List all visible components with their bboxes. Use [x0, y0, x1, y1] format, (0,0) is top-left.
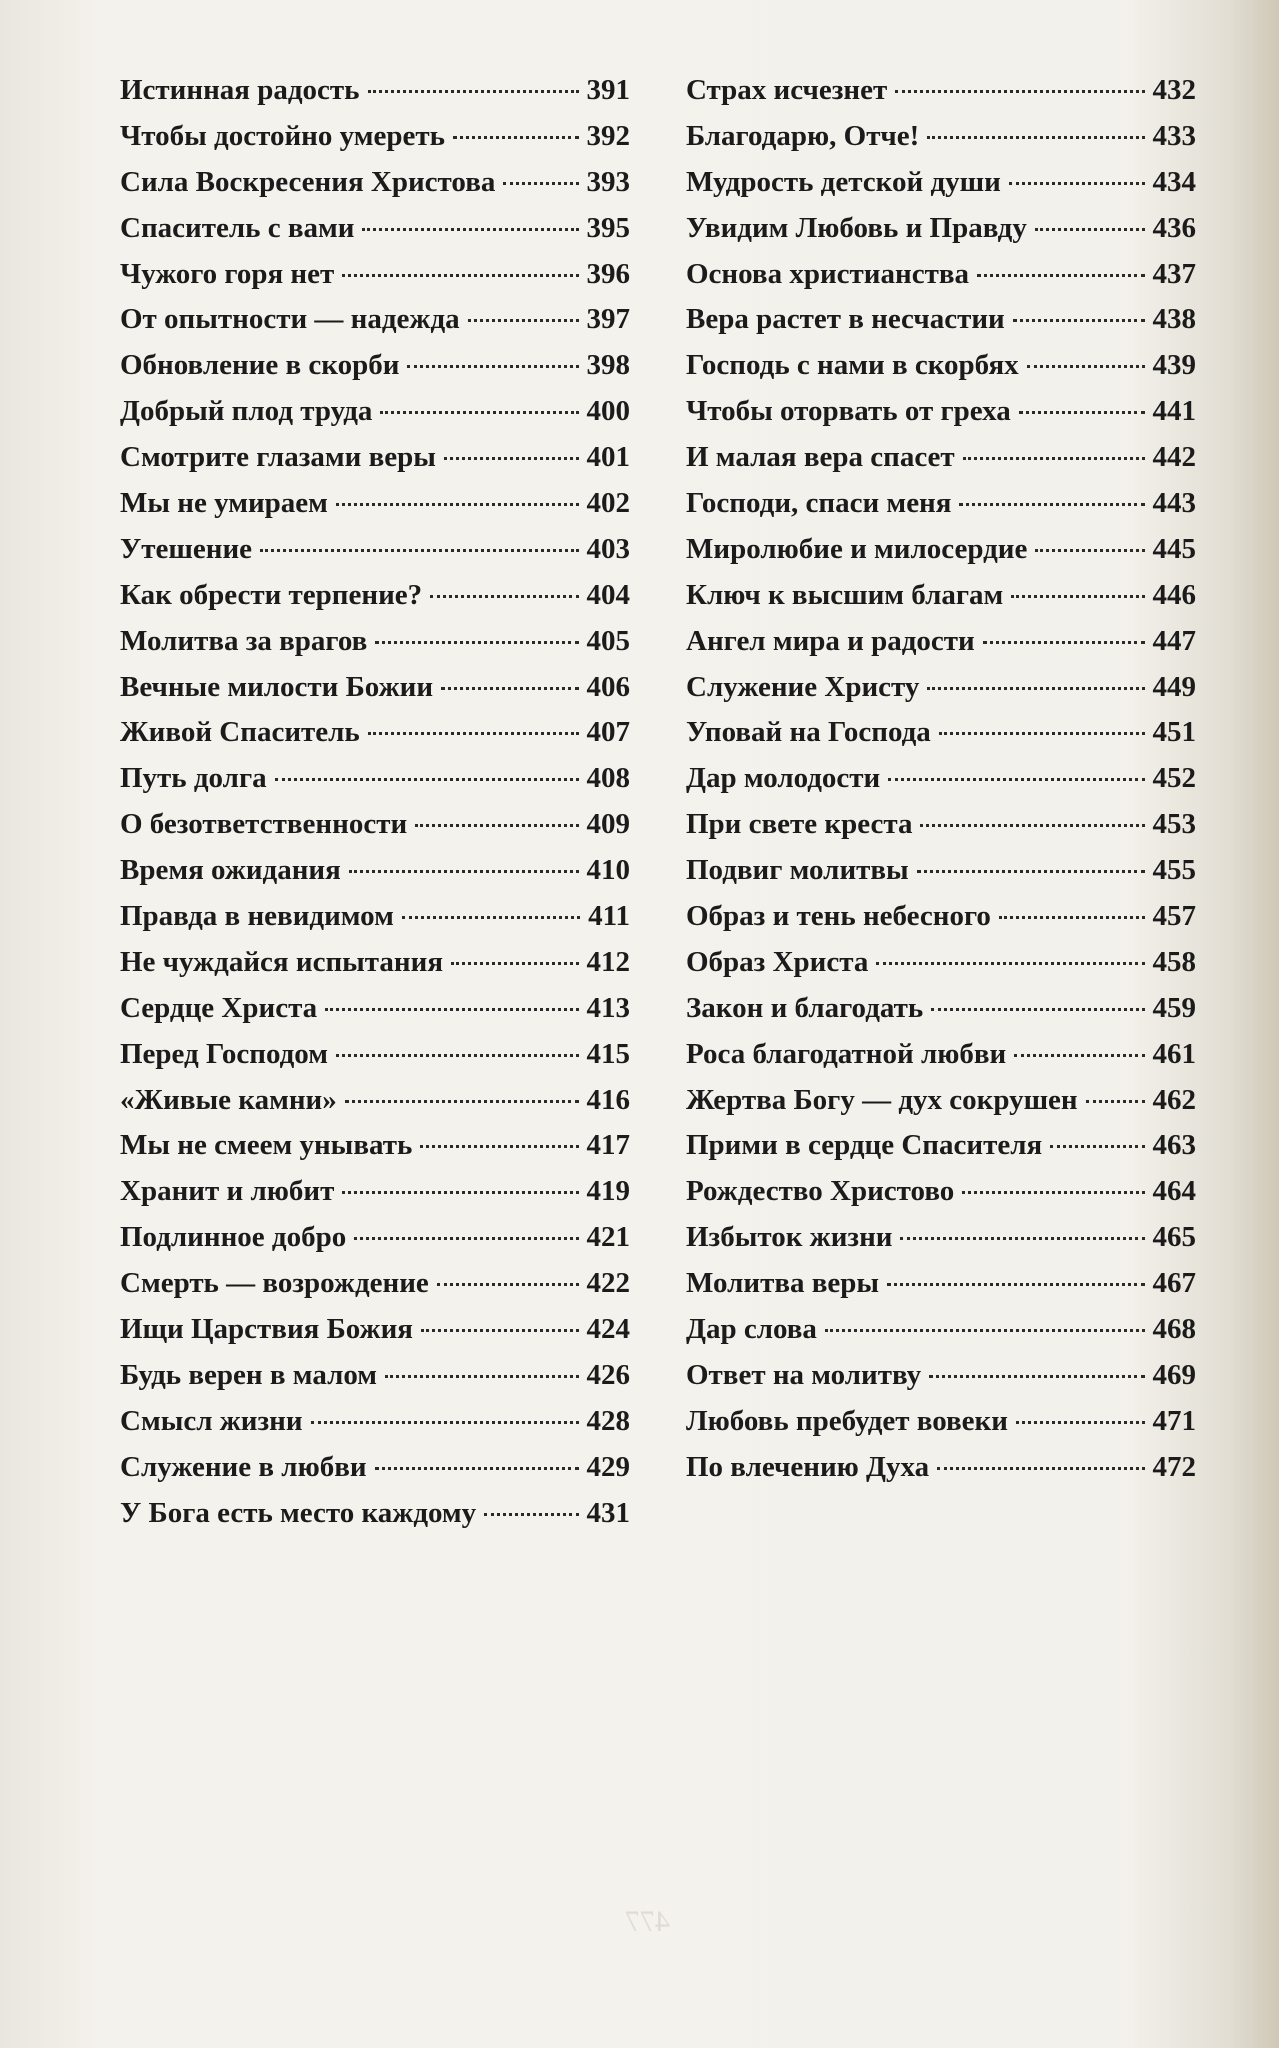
toc-entry	[120, 252, 630, 298]
dot-leader	[362, 228, 578, 231]
toc-entry-page: 447	[1152, 624, 1196, 657]
toc-entry	[120, 1123, 630, 1169]
dot-leader	[503, 182, 578, 185]
toc-entry	[120, 894, 630, 940]
toc-entry	[120, 527, 630, 573]
toc-entry	[120, 665, 630, 711]
toc-entry	[120, 343, 630, 389]
dot-leader	[1027, 365, 1145, 368]
toc-entry-title: Страх исчезнет	[686, 74, 888, 106]
toc-entry	[120, 389, 630, 435]
toc-entry-page: 407	[586, 716, 630, 749]
toc-entry-title: Живой Спаситель	[120, 716, 360, 749]
toc-entry-title: Мы не смеем унывать	[120, 1129, 413, 1162]
toc-entry	[686, 1078, 1196, 1124]
dot-leader	[415, 824, 578, 827]
toc-entry	[686, 1032, 1196, 1078]
toc-entry	[120, 481, 630, 527]
toc-entry-title: О безответственности	[120, 808, 408, 841]
dot-leader	[1016, 1421, 1145, 1424]
dot-leader	[927, 687, 1144, 690]
toc-entry	[686, 206, 1196, 252]
toc-entry	[686, 894, 1196, 940]
dot-leader	[368, 732, 579, 735]
toc-entry-page: 410	[586, 854, 630, 887]
dot-leader	[430, 595, 578, 598]
toc-entry-page: 445	[1152, 532, 1196, 565]
toc-entry-title: Правда в невидимом	[120, 900, 394, 933]
toc-entry-page: 441	[1152, 395, 1196, 428]
toc-entry	[120, 1491, 630, 1537]
dot-leader	[1019, 411, 1145, 414]
toc-entry	[686, 1169, 1196, 1215]
toc-entry	[686, 756, 1196, 802]
toc-entry-page: 391	[586, 74, 630, 106]
toc-entry-title: Мы не умираем	[120, 487, 328, 520]
dot-leader	[963, 457, 1145, 460]
toc-entry-title: Избыток жизни	[686, 1221, 893, 1254]
toc-entry-page: 434	[1152, 165, 1196, 198]
toc-entry	[686, 802, 1196, 848]
toc-entry-title: Уповай на Господа	[686, 716, 931, 749]
dot-leader	[375, 1467, 579, 1470]
toc-entry	[686, 1123, 1196, 1169]
toc-entry-page: 400	[586, 395, 630, 428]
toc-entry-title: Спаситель с вами	[120, 211, 355, 244]
toc-entry-title: Образ и тень небесного	[686, 900, 991, 933]
toc-entry-title: При свете креста	[686, 808, 913, 841]
dot-leader	[451, 962, 578, 965]
toc-entry	[120, 1445, 630, 1491]
dot-leader	[342, 274, 578, 277]
dot-leader	[895, 90, 1144, 93]
toc-entry-page: 413	[586, 991, 630, 1024]
toc-entry-page: 469	[1152, 1358, 1196, 1391]
toc-entry	[686, 252, 1196, 298]
dot-leader	[484, 1513, 578, 1516]
toc-entry-page: 468	[1152, 1313, 1196, 1346]
toc-entry-title: Добрый плод труда	[120, 395, 373, 428]
dot-leader	[1011, 595, 1144, 598]
toc-entry	[686, 619, 1196, 665]
toc-entry	[686, 665, 1196, 711]
toc-entry-title: Вечные милости Божии	[120, 670, 434, 703]
toc-entry	[120, 68, 630, 114]
dot-leader	[437, 1283, 579, 1286]
toc-entry-page: 465	[1152, 1221, 1196, 1254]
toc-entry	[120, 1032, 630, 1078]
toc-entry-title: Образ Христа	[686, 945, 869, 978]
toc-entry-title: Рождество Христово	[686, 1175, 955, 1208]
toc-entry	[686, 940, 1196, 986]
dot-leader	[939, 732, 1145, 735]
toc-entry-title: Закон и благодать	[686, 991, 924, 1024]
toc-entry-page: 443	[1152, 487, 1196, 520]
dot-leader	[983, 641, 1145, 644]
dot-leader	[342, 1191, 578, 1194]
toc-entry	[686, 481, 1196, 527]
toc-entry-page: 393	[586, 165, 630, 198]
toc-entry	[120, 1215, 630, 1261]
toc-entry-title: Ответ на молитву	[686, 1358, 922, 1391]
toc-entry	[120, 802, 630, 848]
toc-entry-page: 397	[586, 303, 630, 336]
toc-entry-title: Подвиг молитвы	[686, 854, 909, 887]
toc-entry-title: Сила Воскресения Христова	[120, 165, 496, 198]
dot-leader	[311, 1421, 579, 1424]
toc-entry-title: По влечению Духа	[686, 1450, 930, 1483]
toc-entry	[120, 940, 630, 986]
toc-entry-title: Молитва веры	[686, 1267, 880, 1300]
toc-entry-title: Роса благодатной любви	[686, 1037, 1007, 1070]
toc-entry	[120, 1307, 630, 1353]
toc-entry-title: Истинная радость	[120, 74, 360, 106]
dot-leader	[999, 916, 1145, 919]
toc-entry	[686, 114, 1196, 160]
toc-entry-page: 392	[586, 119, 630, 152]
toc-entry-title: Служение в любви	[120, 1450, 367, 1483]
toc-entry-page: 451	[1152, 716, 1196, 749]
toc-entry-title: Чтобы достойно умереть	[120, 119, 445, 152]
dot-leader	[345, 1100, 579, 1103]
toc-entry-page: 439	[1152, 349, 1196, 382]
toc-entry-title: Господь с нами в скорбях	[686, 349, 1019, 382]
toc-entry-title: Чужого горя нет	[120, 257, 335, 290]
toc-entry-title: Хранит и любит	[120, 1175, 335, 1208]
dot-leader	[275, 778, 579, 781]
toc-entry-page: 396	[586, 257, 630, 290]
toc-entry-title: Ангел мира и радости	[686, 624, 975, 657]
toc-entry	[686, 343, 1196, 389]
dot-leader	[368, 90, 579, 93]
toc-entry-page: 431	[586, 1496, 630, 1529]
dot-leader	[887, 1283, 1144, 1286]
dot-leader	[402, 916, 580, 919]
toc-entry-page: 398	[586, 349, 630, 382]
toc-entry	[686, 297, 1196, 343]
toc-entry-page: 458	[1152, 945, 1196, 978]
toc-entry-title: Утешение	[120, 532, 253, 565]
toc-entry-page: 409	[586, 808, 630, 841]
dot-leader	[937, 1467, 1144, 1470]
toc-entry-title: Миролюбие и милосердие	[686, 532, 1028, 565]
toc-entry-page: 463	[1152, 1129, 1196, 1162]
toc-entry-page: 455	[1152, 854, 1196, 887]
toc-entry	[686, 160, 1196, 206]
dot-leader	[336, 1054, 579, 1057]
dot-leader	[407, 365, 578, 368]
toc-entry-page: 411	[588, 900, 630, 933]
toc-entry-page: 457	[1152, 900, 1196, 933]
toc-entry-page: 464	[1152, 1175, 1196, 1208]
toc-entry-page: 422	[586, 1267, 630, 1300]
dot-leader	[1009, 182, 1145, 185]
toc-entry-page: 395	[586, 211, 630, 244]
toc-entry-page: 424	[586, 1313, 630, 1346]
toc-entry-page: 417	[586, 1129, 630, 1162]
dot-leader	[977, 274, 1145, 277]
toc-entry	[120, 160, 630, 206]
dot-leader	[1035, 228, 1145, 231]
toc-entry-page: 462	[1152, 1083, 1196, 1116]
dot-leader	[336, 503, 579, 506]
toc-entry	[686, 1307, 1196, 1353]
dot-leader	[876, 962, 1144, 965]
toc-entry-page: 438	[1152, 303, 1196, 336]
toc-entry-title: Смысл жизни	[120, 1404, 303, 1437]
toc-entry-page: 442	[1152, 441, 1196, 474]
toc-entry-page: 426	[586, 1358, 630, 1391]
toc-entry-page: 421	[586, 1221, 630, 1254]
toc-entry-title: Служение Христу	[686, 670, 920, 703]
dot-leader	[468, 319, 579, 322]
dot-leader	[917, 870, 1145, 873]
toc-entry	[120, 1078, 630, 1124]
toc-entry	[120, 435, 630, 481]
dot-leader	[354, 1237, 578, 1240]
dot-leader	[421, 1329, 579, 1332]
dot-leader	[825, 1329, 1145, 1332]
toc-entry-page: 401	[586, 441, 630, 474]
toc-entry	[120, 114, 630, 160]
toc-entry-title: Путь долга	[120, 762, 267, 795]
toc-entry	[686, 1399, 1196, 1445]
toc-entry	[686, 710, 1196, 756]
toc-entry-title: У Бога есть место каждому	[120, 1496, 477, 1529]
toc-entry	[120, 1399, 630, 1445]
toc-entry	[120, 848, 630, 894]
toc-entry-page: 437	[1152, 257, 1196, 290]
toc-entry	[120, 756, 630, 802]
toc-entry	[686, 68, 1196, 114]
dot-leader	[927, 136, 1144, 139]
toc-entry-page: 459	[1152, 991, 1196, 1024]
dot-leader	[1050, 1145, 1144, 1148]
toc-entry-page: 446	[1152, 578, 1196, 611]
toc-entry	[686, 573, 1196, 619]
dot-leader	[888, 778, 1144, 781]
dot-leader	[349, 870, 579, 873]
dot-leader	[929, 1375, 1144, 1378]
toc-entry-page: 452	[1152, 762, 1196, 795]
toc-entry-title: Обновление в скорби	[120, 349, 400, 382]
toc-entry	[686, 435, 1196, 481]
toc-entry-page: 467	[1152, 1267, 1196, 1300]
toc-entry-title: Дар молодости	[686, 762, 881, 795]
toc-entry-title: Прими в сердце Спасителя	[686, 1129, 1043, 1162]
toc-entry-title: Дар слова	[686, 1313, 817, 1346]
toc-entry-page: 429	[586, 1450, 630, 1483]
dot-leader	[260, 549, 578, 552]
toc-entry-title: Перед Господом	[120, 1037, 328, 1070]
toc-entry	[686, 986, 1196, 1032]
dot-leader	[959, 503, 1144, 506]
toc-entry-title: Сердце Христа	[120, 991, 318, 1024]
toc-entry-page: 461	[1152, 1037, 1196, 1070]
toc-column-right	[686, 68, 1196, 1491]
dot-leader	[1086, 1100, 1145, 1103]
toc-entry-page: 428	[586, 1404, 630, 1437]
toc-entry-title: Подлинное добро	[120, 1221, 347, 1254]
toc-entry-page: 404	[586, 578, 630, 611]
toc-entry-title: Смотрите глазами веры	[120, 441, 436, 474]
toc-entry-title: Не чуждайся испытания	[120, 945, 444, 978]
dot-leader	[325, 1008, 578, 1011]
toc-entry	[120, 206, 630, 252]
toc-entry-page: 415	[586, 1037, 630, 1070]
dot-leader	[385, 1375, 578, 1378]
toc-entry-title: От опытности — надежда	[120, 303, 460, 336]
toc-entry-title: Жертва Богу — дух сокрушен	[686, 1083, 1078, 1116]
toc-entry-title: Будь верен в малом	[120, 1358, 378, 1391]
toc-entry-page: 402	[586, 487, 630, 520]
toc-entry	[120, 1169, 630, 1215]
toc-entry-title: Увидим Любовь и Правду	[686, 211, 1027, 244]
toc-entry-title: Чтобы оторвать от греха	[686, 395, 1011, 428]
toc-entry-page: 471	[1152, 1404, 1196, 1437]
dot-leader	[1014, 1054, 1144, 1057]
dot-leader	[962, 1191, 1144, 1194]
toc-entry	[120, 619, 630, 665]
toc-entry-title: Благодарю, Отче!	[686, 119, 920, 152]
toc-entry-page: 416	[586, 1083, 630, 1116]
dot-leader	[375, 641, 578, 644]
toc-entry-title: Смерть — возрождение	[120, 1267, 429, 1300]
toc-entry	[686, 1445, 1196, 1491]
toc-entry-page: 419	[586, 1175, 630, 1208]
toc-entry-title: «Живые камни»	[120, 1083, 337, 1116]
dot-leader	[1013, 319, 1145, 322]
toc-entry-page: 403	[586, 532, 630, 565]
dot-leader	[380, 411, 578, 414]
dot-leader	[444, 457, 579, 460]
dot-leader	[920, 824, 1144, 827]
toc-entry-title: Любовь пребудет вовеки	[686, 1404, 1008, 1437]
toc-entry	[120, 297, 630, 343]
toc-entry	[686, 1261, 1196, 1307]
toc-entry-title: Господи, спаси меня	[686, 487, 952, 520]
toc-entry	[686, 1215, 1196, 1261]
toc-entry-title: Как обрести терпение?	[120, 578, 423, 611]
toc-entry	[686, 389, 1196, 435]
toc-entry-page: 433	[1152, 119, 1196, 152]
toc-entry-page: 449	[1152, 670, 1196, 703]
toc-entry-page: 436	[1152, 211, 1196, 244]
dot-leader	[900, 1237, 1144, 1240]
toc-entry	[120, 710, 630, 756]
dot-leader	[441, 687, 578, 690]
bleed-through-page-number: 477	[625, 1905, 670, 1938]
toc-entry-page: 472	[1152, 1450, 1196, 1483]
toc-entry-title: Молитва за врагов	[120, 624, 368, 657]
toc-entry-title: Время ожидания	[120, 854, 341, 887]
toc-entry-title: Ключ к высшим благам	[686, 578, 1004, 611]
toc-entry-page: 453	[1152, 808, 1196, 841]
toc-entry	[686, 527, 1196, 573]
toc-entry-title: Основа христианства	[686, 257, 969, 290]
toc-entry-title: Ищи Царствия Божия	[120, 1313, 413, 1346]
dot-leader	[420, 1145, 578, 1148]
toc-entry-page: 412	[586, 945, 630, 978]
toc-entry	[120, 1261, 630, 1307]
toc-entry-title: Вера растет в несчастии	[686, 303, 1005, 336]
dot-leader	[453, 136, 579, 139]
toc-entry-title: И малая вера спасет	[686, 441, 955, 474]
toc-entry	[120, 1353, 630, 1399]
toc-entry	[120, 986, 630, 1032]
toc-entry-page: 405	[586, 624, 630, 657]
toc-entry-page: 406	[586, 670, 630, 703]
toc-entry	[120, 573, 630, 619]
dot-leader	[931, 1008, 1144, 1011]
toc-column-left	[120, 68, 630, 1537]
toc-entry	[686, 1353, 1196, 1399]
toc-entry-title: Мудрость детской души	[686, 165, 1001, 198]
toc-entry	[686, 848, 1196, 894]
toc-entry-page: 408	[586, 762, 630, 795]
toc-entry-page: 432	[1152, 74, 1196, 106]
dot-leader	[1035, 549, 1144, 552]
